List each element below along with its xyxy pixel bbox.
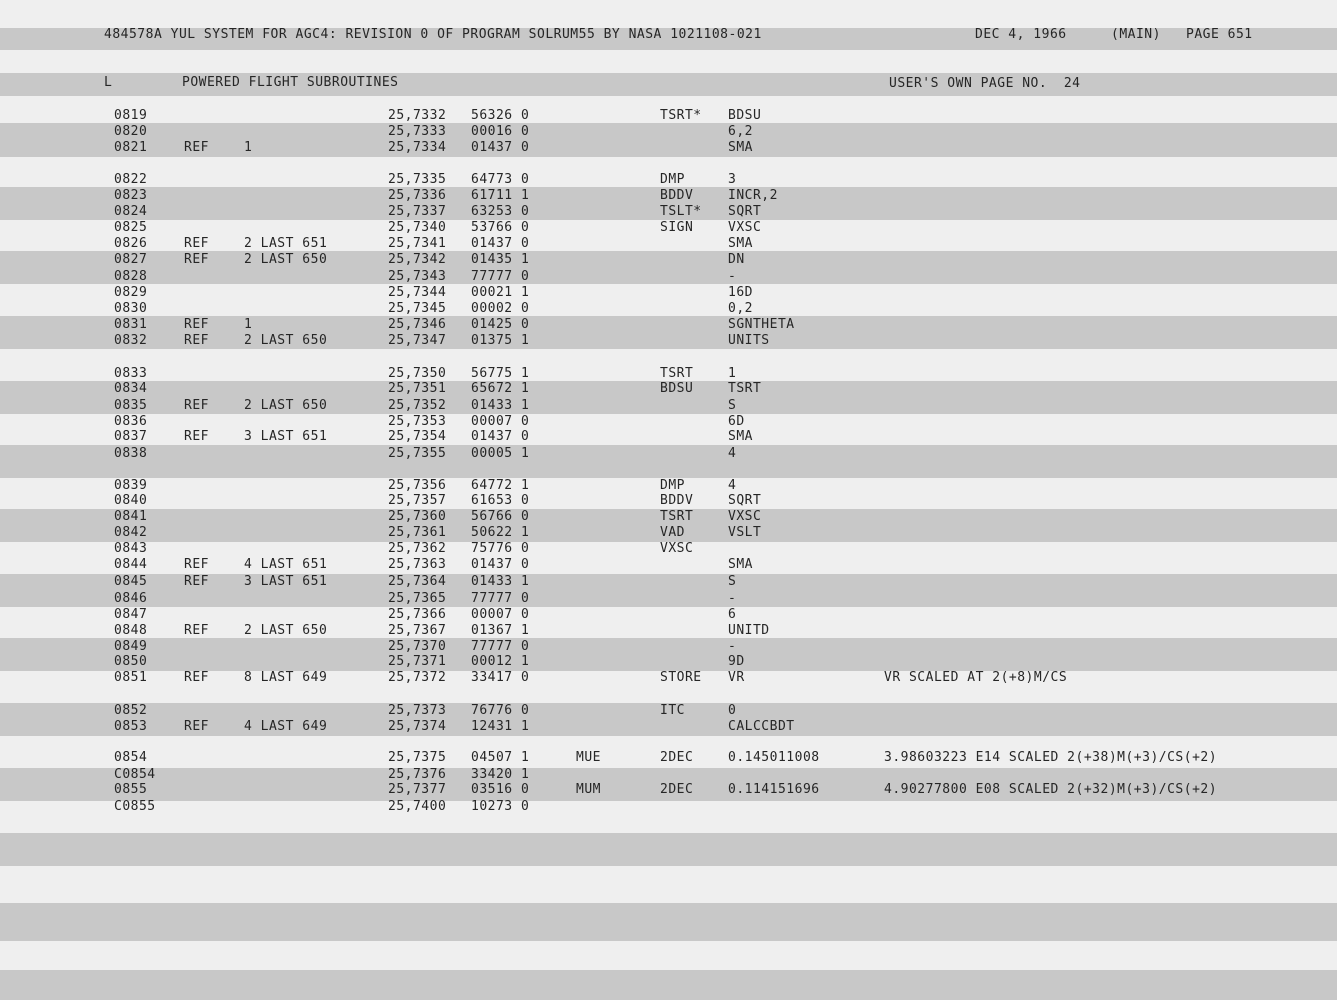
- address: 25,7337: [388, 204, 447, 219]
- octal-word: 56775 1: [471, 366, 530, 381]
- octal-word: 01437 0: [471, 557, 530, 572]
- octal-word: 00007 0: [471, 414, 530, 429]
- address: 25,7375: [388, 750, 447, 765]
- ref-marker: REF: [184, 719, 209, 734]
- line-number: 0832: [114, 333, 148, 348]
- line-number: 0820: [114, 124, 148, 139]
- operand: TSRT: [728, 381, 762, 396]
- opcode: TSRT: [660, 509, 694, 524]
- ref-marker: REF: [184, 236, 209, 251]
- ref-info: 8 LAST 649: [244, 670, 328, 685]
- address: 25,7372: [388, 670, 447, 685]
- ref-marker: REF: [184, 574, 209, 589]
- line-number: 0853: [114, 719, 148, 734]
- operand: 3: [728, 172, 737, 187]
- operand: 0.114151696: [728, 782, 820, 797]
- address: 25,7376: [388, 767, 447, 782]
- operand: VR: [728, 670, 745, 685]
- opcode: ITC: [660, 703, 685, 718]
- operand: VSLT: [728, 525, 762, 540]
- paper-band: [0, 638, 1337, 671]
- address: 25,7370: [388, 639, 447, 654]
- line-number: 0834: [114, 381, 148, 396]
- comment: 3.98603223 E14 SCALED 2(+38)M(+3)/CS(+2): [884, 750, 1218, 765]
- operand: CALCCBDT: [728, 719, 795, 734]
- header-tag: (MAIN): [1111, 27, 1161, 42]
- ref-info: 1: [244, 317, 253, 332]
- line-number: 0852: [114, 703, 148, 718]
- line-number: 0844: [114, 557, 148, 572]
- line-number: 0824: [114, 204, 148, 219]
- octal-word: 01433 1: [471, 574, 530, 589]
- opcode: TSRT: [660, 366, 694, 381]
- octal-word: 64773 0: [471, 172, 530, 187]
- operand: UNITD: [728, 623, 770, 638]
- address: 25,7364: [388, 574, 447, 589]
- line-number: 0835: [114, 398, 148, 413]
- ref-info: 3 LAST 651: [244, 574, 328, 589]
- line-number: 0845: [114, 574, 148, 589]
- operand: SMA: [728, 429, 753, 444]
- address: 25,7362: [388, 541, 447, 556]
- line-number: 0831: [114, 317, 148, 332]
- address: 25,7345: [388, 301, 447, 316]
- line-number: 0846: [114, 591, 148, 606]
- line-number: 0854: [114, 750, 148, 765]
- operand: SMA: [728, 140, 753, 155]
- octal-word: 01437 0: [471, 236, 530, 251]
- line-number: 0823: [114, 188, 148, 203]
- address: 25,7351: [388, 381, 447, 396]
- address: 25,7341: [388, 236, 447, 251]
- address: 25,7373: [388, 703, 447, 718]
- ref-info: 4 LAST 651: [244, 557, 328, 572]
- line-number: 0855: [114, 782, 148, 797]
- octal-word: 61653 0: [471, 493, 530, 508]
- opcode: 2DEC: [660, 782, 694, 797]
- address: 25,7367: [388, 623, 447, 638]
- ref-marker: REF: [184, 398, 209, 413]
- line-number: 0836: [114, 414, 148, 429]
- operand: SGNTHETA: [728, 317, 795, 332]
- address: 25,7363: [388, 557, 447, 572]
- ref-marker: REF: [184, 333, 209, 348]
- opcode: TSLT*: [660, 204, 702, 219]
- octal-word: 01433 1: [471, 398, 530, 413]
- operand: 9D: [728, 654, 745, 669]
- address: 25,7366: [388, 607, 447, 622]
- opcode: VXSC: [660, 541, 694, 556]
- ref-marker: REF: [184, 429, 209, 444]
- operand: DN: [728, 252, 745, 267]
- address: 25,7334: [388, 140, 447, 155]
- octal-word: 01375 1: [471, 333, 530, 348]
- opcode: STORE: [660, 670, 702, 685]
- header-date: DEC 4, 1966: [975, 27, 1067, 42]
- octal-word: 03516 0: [471, 782, 530, 797]
- operand: INCR,2: [728, 188, 778, 203]
- operand: S: [728, 574, 737, 589]
- address: 25,7352: [388, 398, 447, 413]
- octal-word: 64772 1: [471, 478, 530, 493]
- line-number: 0838: [114, 446, 148, 461]
- symbol-label: MUE: [576, 750, 601, 765]
- line-number: 0848: [114, 623, 148, 638]
- line-number: 0841: [114, 509, 148, 524]
- operand: 6: [728, 607, 737, 622]
- operand: SMA: [728, 236, 753, 251]
- line-number: 0827: [114, 252, 148, 267]
- operand: 1: [728, 366, 737, 381]
- opcode: VAD: [660, 525, 685, 540]
- ref-marker: REF: [184, 623, 209, 638]
- ref-info: 2 LAST 650: [244, 623, 328, 638]
- address: 25,7357: [388, 493, 447, 508]
- header-page: PAGE 651: [1186, 27, 1253, 42]
- operand: SQRT: [728, 493, 762, 508]
- ref-info: 2 LAST 650: [244, 398, 328, 413]
- octal-word: 53766 0: [471, 220, 530, 235]
- octal-word: 76776 0: [471, 703, 530, 718]
- operand: 0: [728, 703, 737, 718]
- line-number: 0819: [114, 108, 148, 123]
- line-number: 0833: [114, 366, 148, 381]
- opcode: TSRT*: [660, 108, 702, 123]
- opcode: BDSU: [660, 381, 694, 396]
- ref-info: 2 LAST 650: [244, 333, 328, 348]
- octal-word: 00007 0: [471, 607, 530, 622]
- opcode: BDDV: [660, 493, 694, 508]
- address: 25,7360: [388, 509, 447, 524]
- ref-info: 3 LAST 651: [244, 429, 328, 444]
- section-letter: L: [104, 75, 113, 90]
- ref-marker: REF: [184, 317, 209, 332]
- address: 25,7400: [388, 799, 447, 814]
- octal-word: 00012 1: [471, 654, 530, 669]
- address: 25,7342: [388, 252, 447, 267]
- address: 25,7332: [388, 108, 447, 123]
- line-number: 0830: [114, 301, 148, 316]
- operand: 6,2: [728, 124, 753, 139]
- line-number: 0850: [114, 654, 148, 669]
- operand: -: [728, 269, 737, 284]
- ref-marker: REF: [184, 140, 209, 155]
- operand: 4: [728, 446, 737, 461]
- line-number: 0822: [114, 172, 148, 187]
- octal-word: 01437 0: [471, 140, 530, 155]
- ref-marker: REF: [184, 670, 209, 685]
- octal-word: 33420 1: [471, 767, 530, 782]
- operand: VXSC: [728, 220, 762, 235]
- operand: 6D: [728, 414, 745, 429]
- operand: VXSC: [728, 509, 762, 524]
- paper-band: [0, 903, 1337, 941]
- line-number: 0842: [114, 525, 148, 540]
- address: 25,7350: [388, 366, 447, 381]
- address: 25,7343: [388, 269, 447, 284]
- line-number: 0851: [114, 670, 148, 685]
- user-page-number: USER'S OWN PAGE NO. 24: [889, 76, 1081, 91]
- octal-word: 77777 0: [471, 591, 530, 606]
- octal-word: 10273 0: [471, 799, 530, 814]
- line-number: 0821: [114, 140, 148, 155]
- address: 25,7377: [388, 782, 447, 797]
- address: 25,7374: [388, 719, 447, 734]
- address: 25,7354: [388, 429, 447, 444]
- line-number: C0855: [114, 799, 156, 814]
- address: 25,7333: [388, 124, 447, 139]
- line-number: 0839: [114, 478, 148, 493]
- octal-word: 01367 1: [471, 623, 530, 638]
- octal-word: 00002 0: [471, 301, 530, 316]
- operand: -: [728, 639, 737, 654]
- octal-word: 33417 0: [471, 670, 530, 685]
- address: 25,7356: [388, 478, 447, 493]
- operand: UNITS: [728, 333, 770, 348]
- line-number: 0829: [114, 285, 148, 300]
- ref-info: 2 LAST 650: [244, 252, 328, 267]
- line-number: 0840: [114, 493, 148, 508]
- octal-word: 77777 0: [471, 639, 530, 654]
- comment: 4.90277800 E08 SCALED 2(+32)M(+3)/CS(+2): [884, 782, 1218, 797]
- opcode: SIGN: [660, 220, 694, 235]
- opcode: DMP: [660, 478, 685, 493]
- operand: 4: [728, 478, 737, 493]
- octal-word: 61711 1: [471, 188, 530, 203]
- octal-word: 56766 0: [471, 509, 530, 524]
- operand: 16D: [728, 285, 753, 300]
- symbol-label: MUM: [576, 782, 601, 797]
- address: 25,7353: [388, 414, 447, 429]
- section-title: POWERED FLIGHT SUBROUTINES: [182, 75, 399, 90]
- opcode: BDDV: [660, 188, 694, 203]
- operand: -: [728, 591, 737, 606]
- address: 25,7340: [388, 220, 447, 235]
- comment: VR SCALED AT 2(+8)M/CS: [884, 670, 1068, 685]
- operand: BDSU: [728, 108, 762, 123]
- octal-word: 01425 0: [471, 317, 530, 332]
- address: 25,7344: [388, 285, 447, 300]
- octal-word: 63253 0: [471, 204, 530, 219]
- operand: 0,2: [728, 301, 753, 316]
- ref-info: 2 LAST 651: [244, 236, 328, 251]
- ref-info: 1: [244, 140, 253, 155]
- octal-word: 77777 0: [471, 269, 530, 284]
- opcode: 2DEC: [660, 750, 694, 765]
- operand: S: [728, 398, 737, 413]
- octal-word: 65672 1: [471, 381, 530, 396]
- octal-word: 01437 0: [471, 429, 530, 444]
- address: 25,7347: [388, 333, 447, 348]
- line-number: 0828: [114, 269, 148, 284]
- line-number: 0825: [114, 220, 148, 235]
- operand: SQRT: [728, 204, 762, 219]
- octal-word: 56326 0: [471, 108, 530, 123]
- operand: SMA: [728, 557, 753, 572]
- ref-info: 4 LAST 649: [244, 719, 328, 734]
- line-number: 0843: [114, 541, 148, 556]
- octal-word: 00021 1: [471, 285, 530, 300]
- address: 25,7346: [388, 317, 447, 332]
- octal-word: 00005 1: [471, 446, 530, 461]
- line-number: 0849: [114, 639, 148, 654]
- octal-word: 01435 1: [471, 252, 530, 267]
- paper-band: [0, 445, 1337, 478]
- paper-band: [0, 833, 1337, 866]
- line-number: 0847: [114, 607, 148, 622]
- octal-word: 75776 0: [471, 541, 530, 556]
- address: 25,7371: [388, 654, 447, 669]
- address: 25,7355: [388, 446, 447, 461]
- operand: 0.145011008: [728, 750, 820, 765]
- opcode: DMP: [660, 172, 685, 187]
- address: 25,7365: [388, 591, 447, 606]
- line-number: 0826: [114, 236, 148, 251]
- address: 25,7361: [388, 525, 447, 540]
- address: 25,7335: [388, 172, 447, 187]
- octal-word: 50622 1: [471, 525, 530, 540]
- line-number: 0837: [114, 429, 148, 444]
- ref-marker: REF: [184, 252, 209, 267]
- octal-word: 00016 0: [471, 124, 530, 139]
- ref-marker: REF: [184, 557, 209, 572]
- octal-word: 04507 1: [471, 750, 530, 765]
- octal-word: 12431 1: [471, 719, 530, 734]
- paper-band: [0, 970, 1337, 1000]
- address: 25,7336: [388, 188, 447, 203]
- listing-header: 484578A YUL SYSTEM FOR AGC4: REVISION 0 OF PROGRAM SOLRUM55 BY NASA 1021108-021: [104, 27, 762, 42]
- line-number: C0854: [114, 767, 156, 782]
